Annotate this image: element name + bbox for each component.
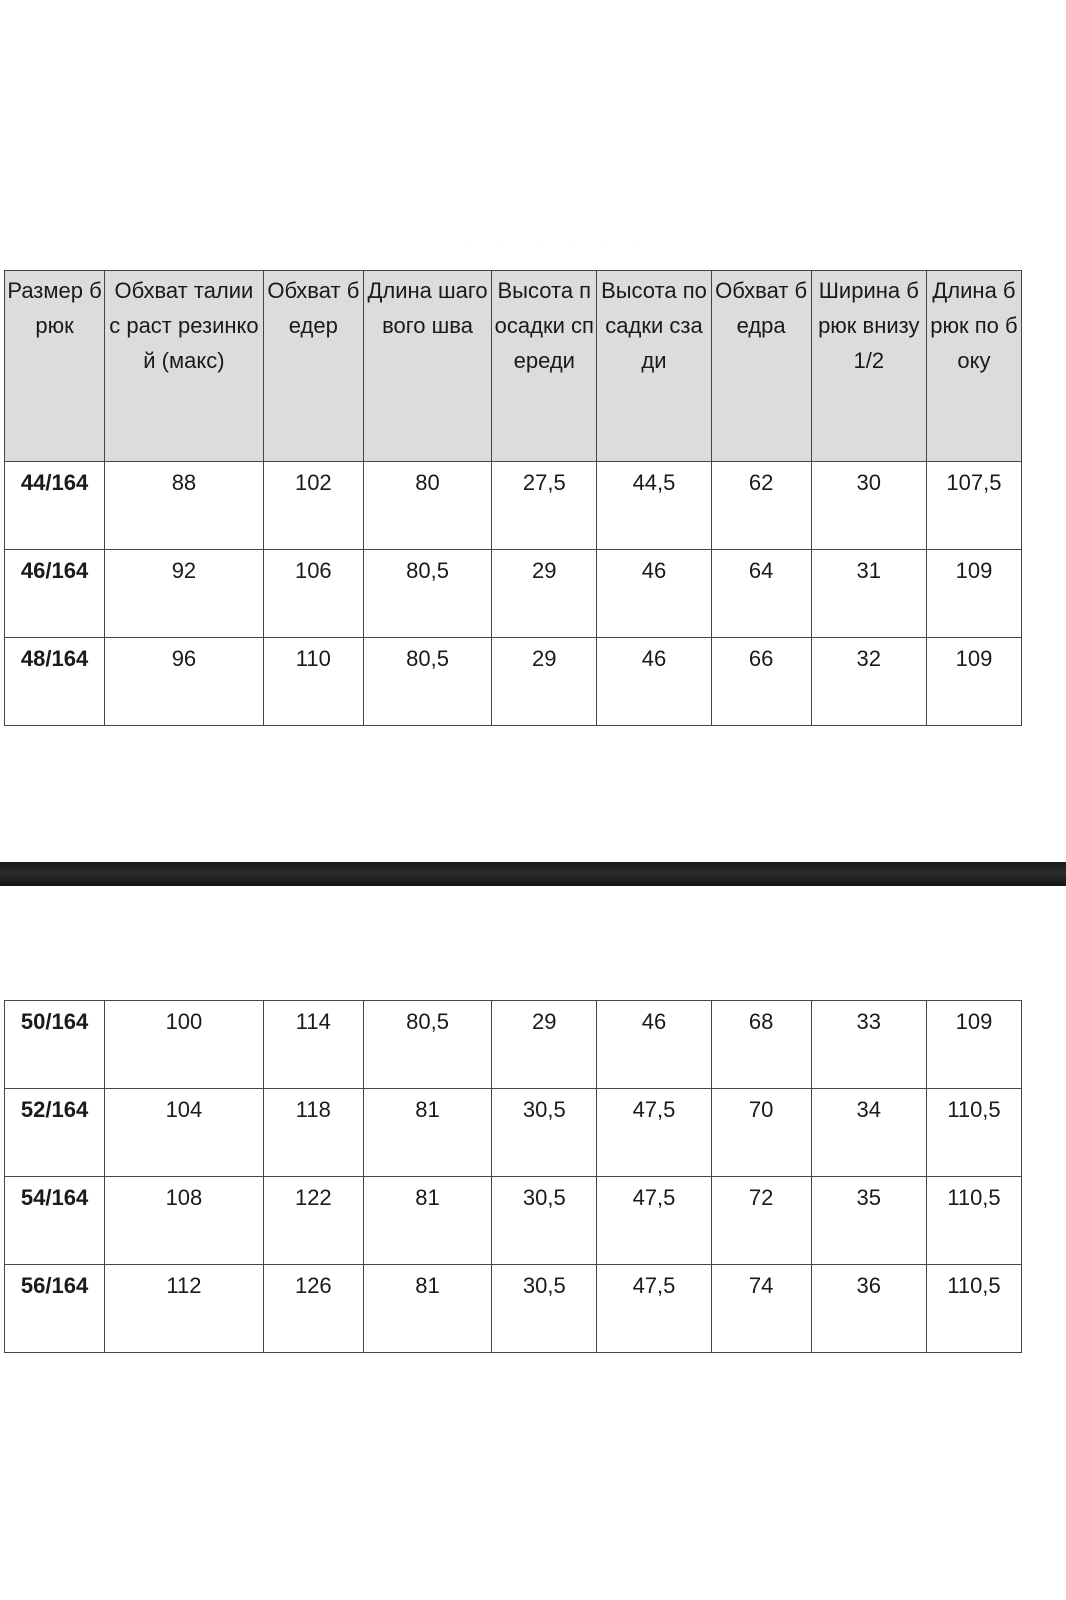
back-rise-cell: 46 bbox=[597, 638, 711, 726]
waist-cell: 108 bbox=[105, 1177, 264, 1265]
waist-cell: 100 bbox=[105, 1001, 264, 1089]
side-length-cell: 109 bbox=[926, 1001, 1021, 1089]
header-hips: Обхват бедер bbox=[263, 271, 363, 462]
side-length-cell: 110,5 bbox=[926, 1177, 1021, 1265]
table-row bbox=[5, 550, 1022, 638]
hips-cell: 126 bbox=[263, 1265, 363, 1353]
header-inseam: Длина шагового шва bbox=[363, 271, 491, 462]
thigh-cell: 68 bbox=[711, 1001, 811, 1089]
inseam-cell: 81 bbox=[363, 1177, 491, 1265]
size-cell: 46/164 bbox=[5, 550, 105, 638]
hips-cell: 106 bbox=[263, 550, 363, 638]
table-row bbox=[5, 1001, 1022, 1089]
hem-width-cell: 32 bbox=[811, 638, 926, 726]
size-cell: 50/164 bbox=[5, 1001, 105, 1089]
size-cell: 56/164 bbox=[5, 1265, 105, 1353]
waist-cell: 88 bbox=[105, 462, 264, 550]
table-row bbox=[5, 1265, 1022, 1353]
side-length-cell: 109 bbox=[926, 638, 1021, 726]
header-back-rise: Высота посадки сзади bbox=[597, 271, 711, 462]
hem-width-cell: 33 bbox=[811, 1001, 926, 1089]
back-rise-cell: 46 bbox=[597, 1001, 711, 1089]
hem-width-cell: 34 bbox=[811, 1089, 926, 1177]
back-rise-cell: 47,5 bbox=[597, 1177, 711, 1265]
header-side-length: Длина брюк по боку bbox=[926, 271, 1021, 462]
inseam-cell: 81 bbox=[363, 1089, 491, 1177]
front-rise-cell: 30,5 bbox=[492, 1089, 597, 1177]
waist-cell: 92 bbox=[105, 550, 264, 638]
back-rise-cell: 44,5 bbox=[597, 462, 711, 550]
table-header bbox=[5, 271, 1022, 462]
hips-cell: 118 bbox=[263, 1089, 363, 1177]
header-waist: Обхват талии с раст резинкой (макс) bbox=[105, 271, 264, 462]
inseam-cell: 81 bbox=[363, 1265, 491, 1353]
size-table-top bbox=[4, 270, 1022, 726]
size-cell: 44/164 bbox=[5, 462, 105, 550]
hem-width-cell: 31 bbox=[811, 550, 926, 638]
header-thigh: Обхват бедра bbox=[711, 271, 811, 462]
size-cell: 54/164 bbox=[5, 1177, 105, 1265]
inseam-cell: 80,5 bbox=[363, 638, 491, 726]
side-length-cell: 110,5 bbox=[926, 1089, 1021, 1177]
thigh-cell: 64 bbox=[711, 550, 811, 638]
hips-cell: 122 bbox=[263, 1177, 363, 1265]
hem-width-cell: 36 bbox=[811, 1265, 926, 1353]
thigh-cell: 74 bbox=[711, 1265, 811, 1353]
dark-divider-bar bbox=[0, 862, 1066, 886]
front-rise-cell: 30,5 bbox=[492, 1265, 597, 1353]
side-length-cell: 109 bbox=[926, 550, 1021, 638]
waist-cell: 104 bbox=[105, 1089, 264, 1177]
header-front-rise: Высота посадки спереди bbox=[492, 271, 597, 462]
thigh-cell: 62 bbox=[711, 462, 811, 550]
thigh-cell: 66 bbox=[711, 638, 811, 726]
size-cell: 48/164 bbox=[5, 638, 105, 726]
thigh-cell: 70 bbox=[711, 1089, 811, 1177]
table-row bbox=[5, 462, 1022, 550]
table-row bbox=[5, 638, 1022, 726]
hem-width-cell: 35 bbox=[811, 1177, 926, 1265]
header-size: Размер брюк bbox=[5, 271, 105, 462]
hips-cell: 114 bbox=[263, 1001, 363, 1089]
hips-cell: 102 bbox=[263, 462, 363, 550]
header-row bbox=[5, 271, 1022, 462]
faint-scan-mark: · · · · · · bbox=[469, 240, 651, 249]
back-rise-cell: 47,5 bbox=[597, 1089, 711, 1177]
inseam-cell: 80,5 bbox=[363, 550, 491, 638]
hem-width-cell: 30 bbox=[811, 462, 926, 550]
front-rise-cell: 29 bbox=[492, 1001, 597, 1089]
waist-cell: 112 bbox=[105, 1265, 264, 1353]
side-length-cell: 107,5 bbox=[926, 462, 1021, 550]
hips-cell: 110 bbox=[263, 638, 363, 726]
front-rise-cell: 27,5 bbox=[492, 462, 597, 550]
header-hem-width: Ширина брюк внизу 1/2 bbox=[811, 271, 926, 462]
side-length-cell: 110,5 bbox=[926, 1265, 1021, 1353]
table-row bbox=[5, 1089, 1022, 1177]
table-row bbox=[5, 1177, 1022, 1265]
size-table-bottom bbox=[4, 1000, 1022, 1353]
back-rise-cell: 46 bbox=[597, 550, 711, 638]
inseam-cell: 80,5 bbox=[363, 1001, 491, 1089]
front-rise-cell: 29 bbox=[492, 550, 597, 638]
inseam-cell: 80 bbox=[363, 462, 491, 550]
front-rise-cell: 30,5 bbox=[492, 1177, 597, 1265]
back-rise-cell: 47,5 bbox=[597, 1265, 711, 1353]
front-rise-cell: 29 bbox=[492, 638, 597, 726]
thigh-cell: 72 bbox=[711, 1177, 811, 1265]
waist-cell: 96 bbox=[105, 638, 264, 726]
size-cell: 52/164 bbox=[5, 1089, 105, 1177]
